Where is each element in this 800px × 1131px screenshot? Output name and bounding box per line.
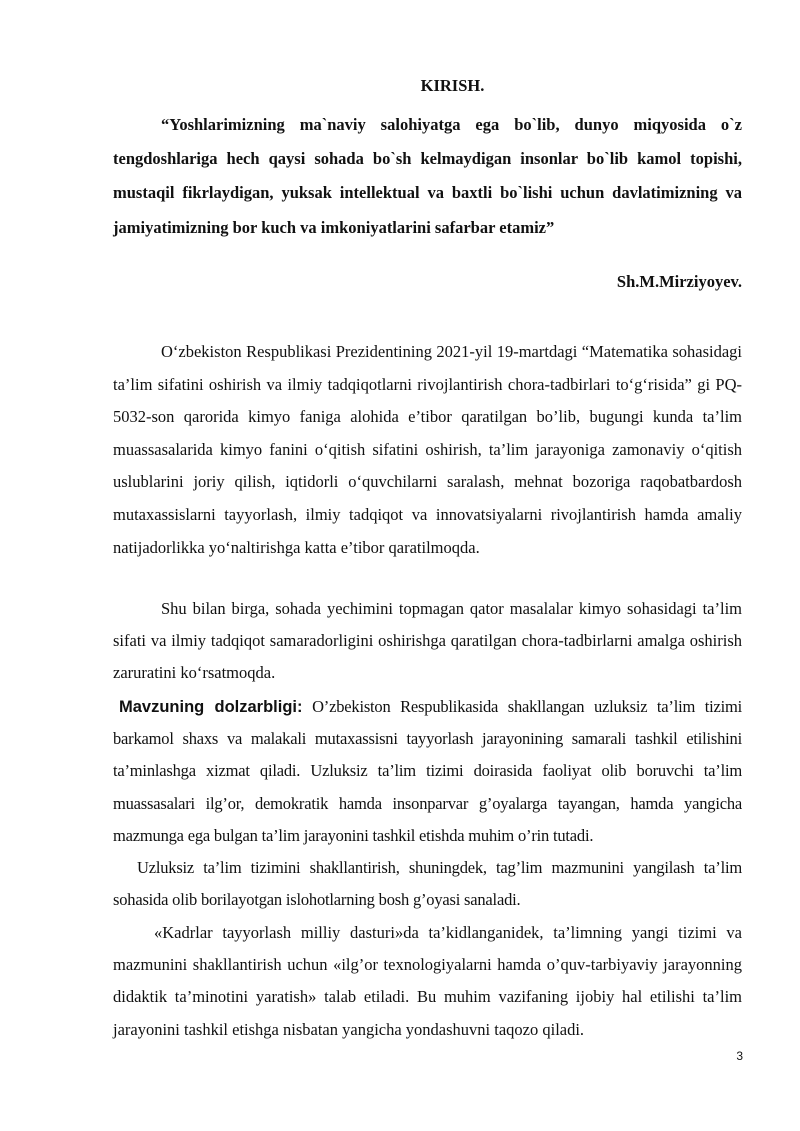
epigraph-author: Sh.M.Mirziyoyev.	[616, 272, 742, 291]
paragraph-personnel-training: «Kadrlar tayyorlash milliy dasturi»da ta’kidlanganidek, ta’limning yangi tizimi va mazmunini shakllantirish uchun «ilg’or texnologiyalarni hamda o’quv-tarbiyaviy jarayonning didaktik ta’minotini yaratish» talab etiladi. Bu muhim vazifaning ijobiy hal etilishi ta’lim jarayonini tashkil etishga nisbatan yangicha yondashuvni taqozo qiladi.	[113, 923, 742, 1039]
section-heading: KIRISH.	[420, 76, 485, 95]
topic-relevance-label: Mavzuning dolzarbligi:	[119, 698, 303, 716]
paragraph-presidential-decree: O‘zbekiston Respublikasi Prezidentining 2021-yil 19-martdagi “Matematika sohasidagi ta’lim sifatini oshirish va ilmiy tadqiqotlarni rivojlantirish chora-tadbirlari to‘g‘risida” gi PQ-5032-son qarorida kimyo faniga alohida e’tibor qaratilgan bo’lib, bugungi kunda ta’lim muassasalarida kimyo fanini o‘qitish sifatini oshirish, ta’lim jarayoniga zamonaviy o‘qitish uslublarini joriy qilish, iqtidorli o‘quvchilarni saralash, mehnat bozoriga raqobatbardosh mutaxassislarni tayyorlash, ilmiy tadqiqot va innovatsiyalarni rivojlantirish hamda amaliy natijadorlikka yo‘naltirishga katta e’tibor qaratilmoqda.	[113, 342, 742, 557]
paragraph-continuous-education: Uzluksiz ta’lim tizimini shakllantirish, shuningdek, tag’lim mazmunini yangilash ta’lim sohasida olib borilayotgan islohotlarning bosh g’oyasi sanaladi.	[113, 858, 742, 910]
epigraph-quote: “Yoshlarimizning ma`naviy salohiyatga ega bo`lib, dunyo miqyosida o`z tengdoshlariga hech qaysi sohada bo`sh kelmaydigan insonlar bo`lib kamol topishi, mustaqil fikrlaydigan, yuksak intellektual va baxtli bo`lishi uchun davlatimizning va jamiyatimizning bor kuch va imkoniyatlarini safarbar etamiz”	[113, 115, 742, 237]
page-number: 3	[736, 1049, 743, 1063]
paragraph-unsolved-issues: Shu bilan birga, sohada yechimini topmagan qator masalalar kimyo sohasidagi ta’lim sifati va ilmiy tadqiqot samaradorligini oshirishga qaratilgan chora-tadbirlarni amalga oshirish zaruratini ko‘rsatmoqda.	[113, 599, 742, 683]
topic-relevance-text: O’zbekiston Respublikasida shakllangan uzluksiz ta’lim tizimi barkamol shaxs va malakali mutaxassisni tayyorlash jarayonining samarali tashkil etilishini ta’minlashga xizmat qiladi. Uzluksiz ta’lim tizimi doirasida faoliyat olib boruvchi ta’lim muassasalari ilg’or, demokratik hamda insonparvar g’oyalarga tayangan, hamda yangicha mazmunga ega bulgan ta’lim jarayonini tashkil etishda muhim o’rin tutadi.	[113, 697, 743, 845]
paragraph-topic-relevance	[113, 691, 742, 852]
